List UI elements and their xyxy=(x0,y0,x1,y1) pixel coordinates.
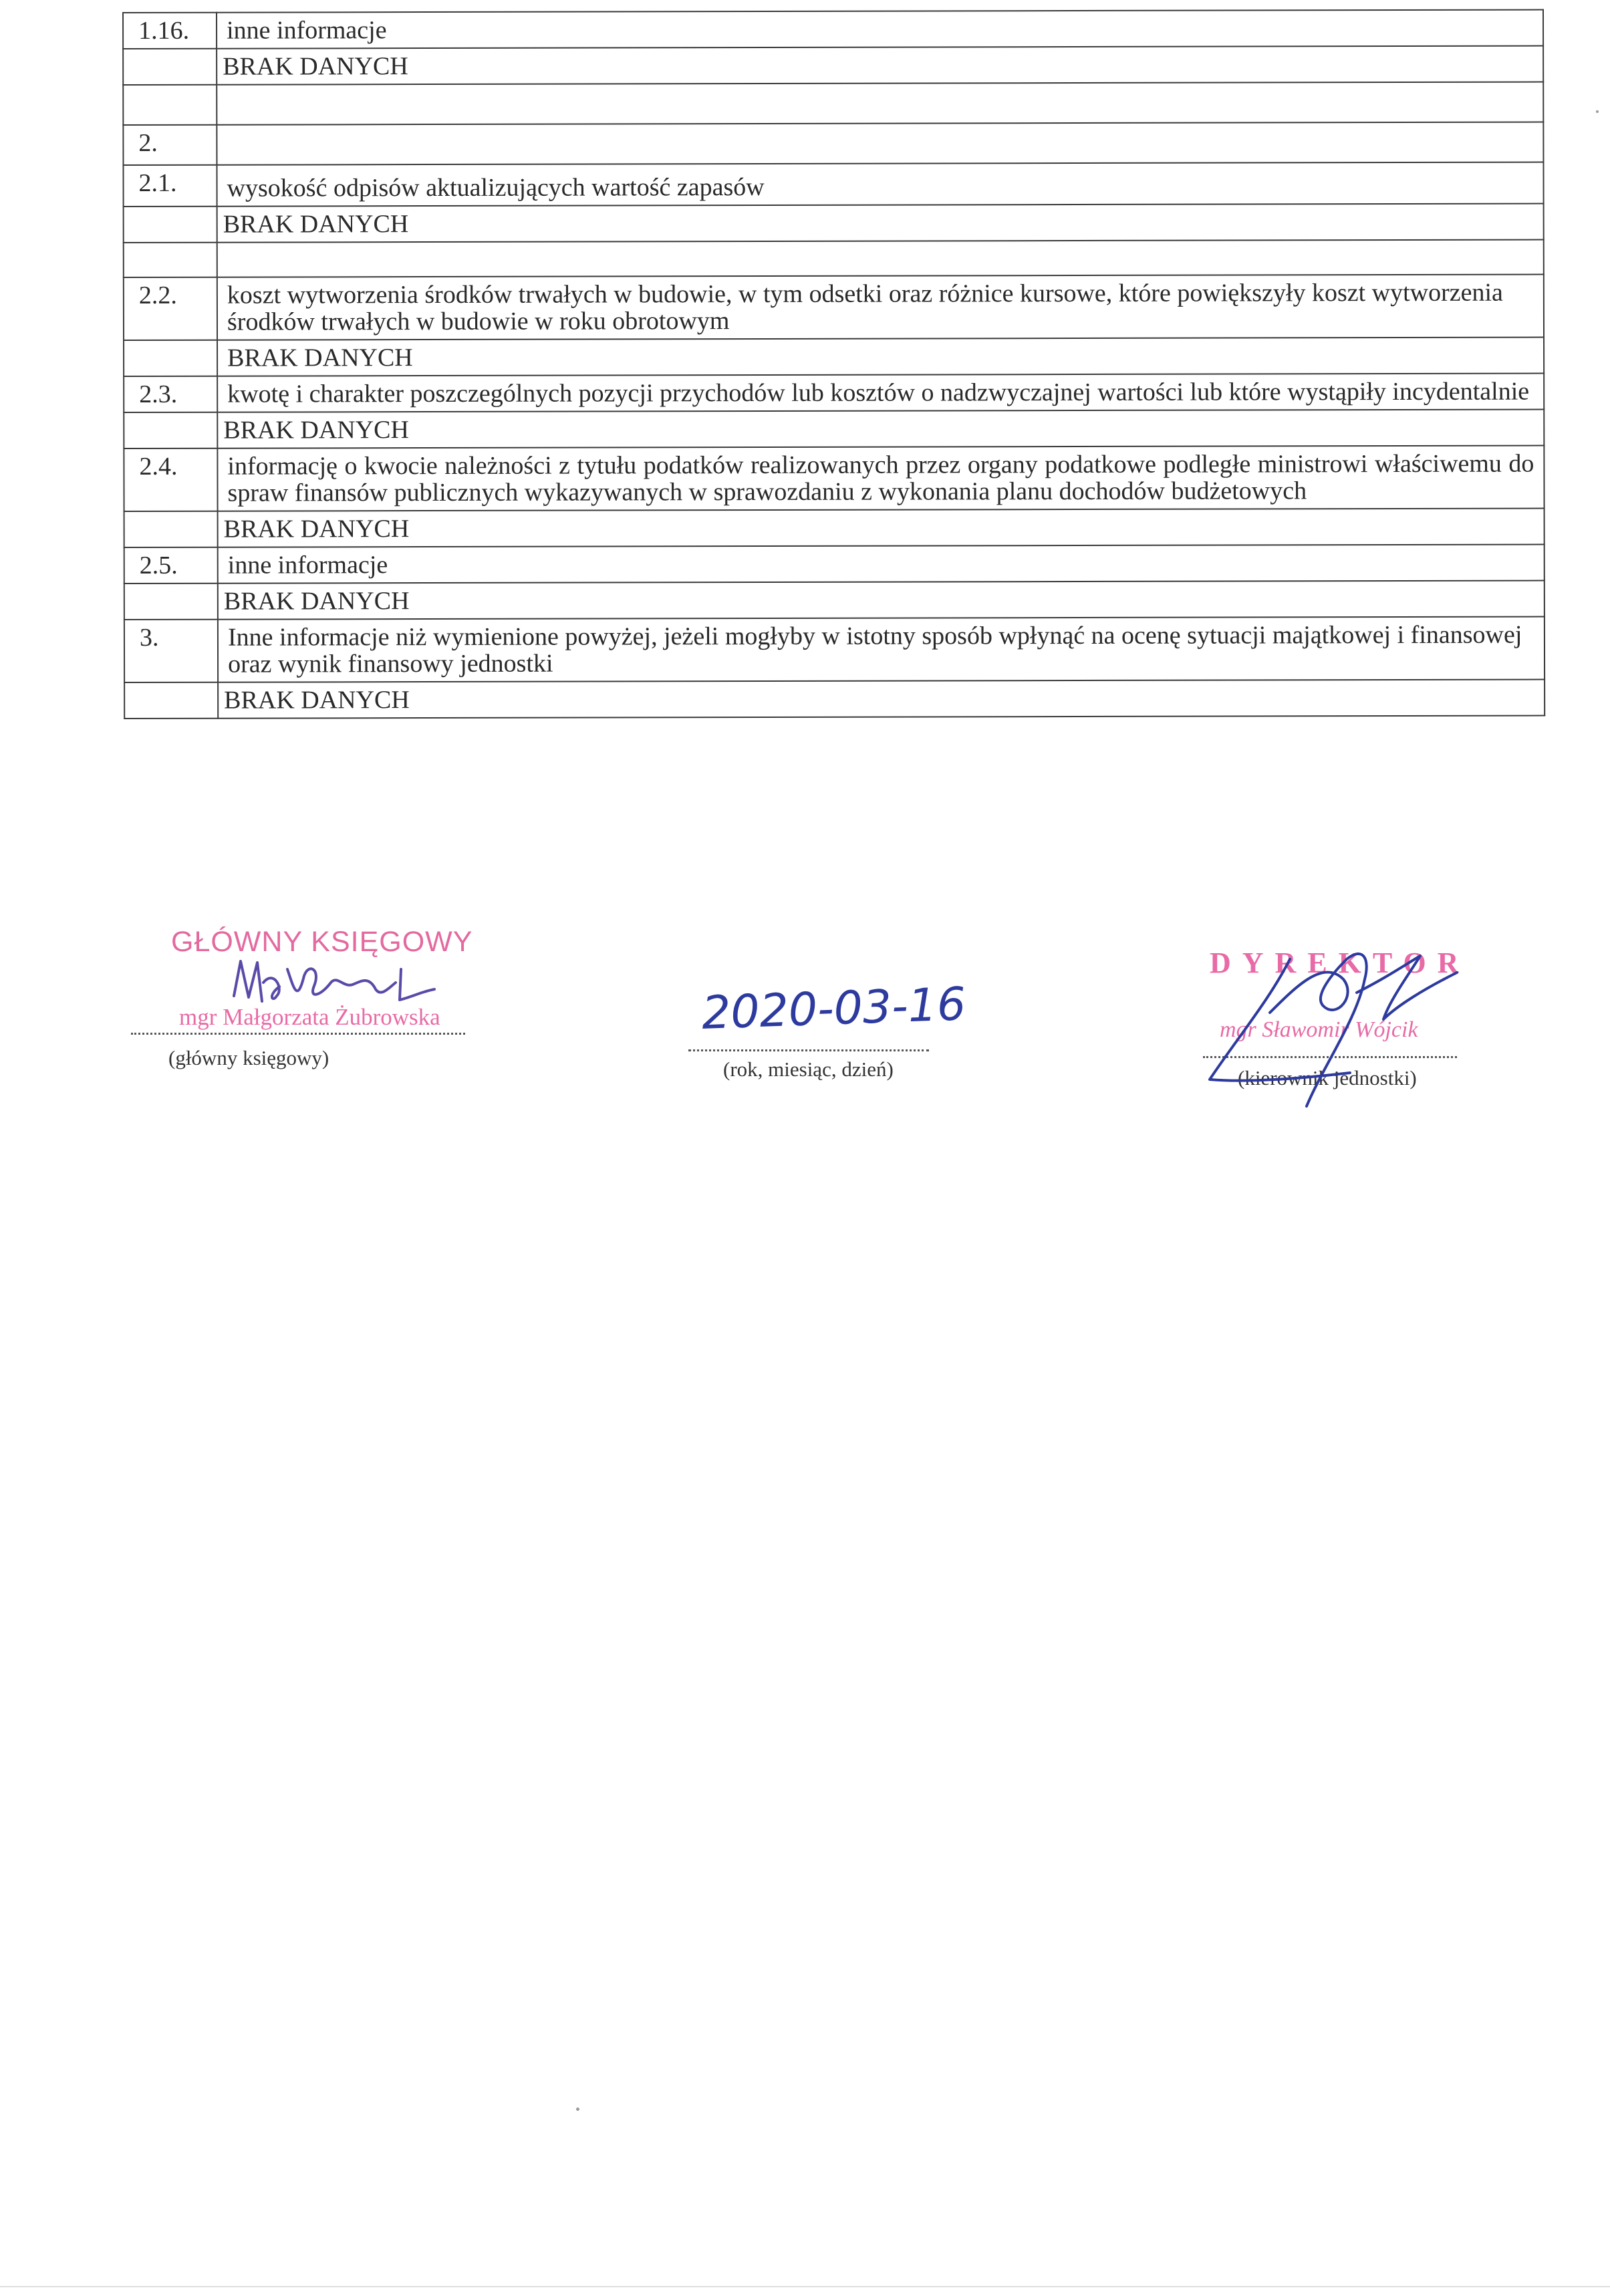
accountant-stamp-title: GŁÓWNY KSIĘGOWY xyxy=(171,926,473,958)
empty-cell xyxy=(123,85,217,125)
date-handwritten: 2020-03-16 xyxy=(700,978,967,1040)
table-row-value xyxy=(124,240,1544,277)
row-number: 2. xyxy=(123,125,217,165)
scan-speck xyxy=(576,2108,579,2111)
director-stamp-title: DYREKTOR xyxy=(1210,946,1470,979)
table-row-value xyxy=(124,338,1544,376)
row-value: BRAK DANYCH xyxy=(217,46,1543,85)
table-row xyxy=(123,162,1543,207)
director-stamp-name: mgr Sławomir Wójcik xyxy=(1220,1017,1418,1042)
row-number: 2.4. xyxy=(124,449,217,511)
row-number: 3. xyxy=(124,620,218,682)
row-label xyxy=(217,122,1543,165)
row-label: Inne informacje niż wymienione powyżej, jeżeli mogłyby w istotny sposób wpłynąć na ocenę sytuacji majątkowej i finansowej oraz wynik finansowy jednostki xyxy=(218,617,1545,682)
row-label: inne informacje xyxy=(218,545,1545,584)
row-value: BRAK DANYCH xyxy=(217,410,1544,449)
table-row xyxy=(124,446,1544,511)
row-value: BRAK DANYCH xyxy=(217,204,1544,243)
notes-table xyxy=(122,9,1545,719)
row-label: kwotę i charakter poszczególnych pozycji przychodów lub kosztów o nadzwyczajnej wartości lub które wystąpiły incydentalnie xyxy=(217,374,1544,412)
row-number: 1.16. xyxy=(123,13,217,49)
empty-cell xyxy=(124,584,218,620)
table-row xyxy=(124,275,1544,340)
row-value: BRAK DANYCH xyxy=(218,509,1545,547)
table-row-value xyxy=(124,581,1545,620)
empty-cell xyxy=(124,207,217,243)
row-number: 2.3. xyxy=(124,376,217,412)
table-row xyxy=(124,374,1544,412)
row-value: BRAK DANYCH xyxy=(218,680,1545,719)
row-label: informację o kwocie należności z tytułu podatków realizowanych przez organy podatkowe podległe ministrowi właściwemu do spraw finansów publicznych wykazywanych w sprawozdaniu z wykonania planu dochodów budżetowych xyxy=(217,446,1544,511)
table-row-value xyxy=(124,410,1544,449)
table-row-value xyxy=(124,680,1545,719)
empty-cell xyxy=(124,511,218,547)
empty-cell xyxy=(124,340,217,376)
table-row-value xyxy=(124,509,1545,547)
empty-cell xyxy=(123,49,217,85)
row-number: 2.5. xyxy=(124,547,218,584)
row-label: wysokość odpisów aktualizujących wartość zapasów xyxy=(217,162,1543,207)
empty-cell xyxy=(217,82,1543,125)
accountant-stamp-name: mgr Małgorzata Żubrowska xyxy=(179,1004,440,1030)
accountant-caption: (główny księgowy) xyxy=(168,1046,329,1069)
empty-cell xyxy=(124,412,217,449)
table-row xyxy=(124,545,1545,584)
table-row-value xyxy=(123,82,1543,125)
scan-edge xyxy=(0,2286,1610,2287)
signature-line xyxy=(131,1033,465,1035)
scan-speck xyxy=(1596,110,1599,113)
row-value: BRAK DANYCH xyxy=(218,581,1545,620)
director-signature xyxy=(1190,932,1484,1120)
row-value: BRAK DANYCH xyxy=(217,338,1544,376)
empty-cell xyxy=(124,243,217,277)
row-label: koszt wytworzenia środków trwałych w budowie, w tym odsetki oraz różnice kursowe, które powiększyły koszt wytworzenia środków trwałych w budowie w roku obrotowym xyxy=(217,275,1544,340)
table-row xyxy=(123,10,1543,49)
director-caption: (kierownik jednostki) xyxy=(1238,1066,1417,1090)
date-caption: (rok, miesiąc, dzień) xyxy=(723,1057,894,1081)
row-number: 2.1. xyxy=(123,165,217,207)
row-label: inne informacje xyxy=(217,10,1543,49)
table-row xyxy=(123,122,1543,165)
empty-cell xyxy=(124,682,218,719)
table-row-value xyxy=(124,204,1544,243)
table-row-value xyxy=(123,46,1543,85)
empty-cell xyxy=(217,240,1544,277)
table-row xyxy=(124,617,1545,682)
row-number: 2.2. xyxy=(124,277,217,340)
date-line xyxy=(688,1049,929,1051)
